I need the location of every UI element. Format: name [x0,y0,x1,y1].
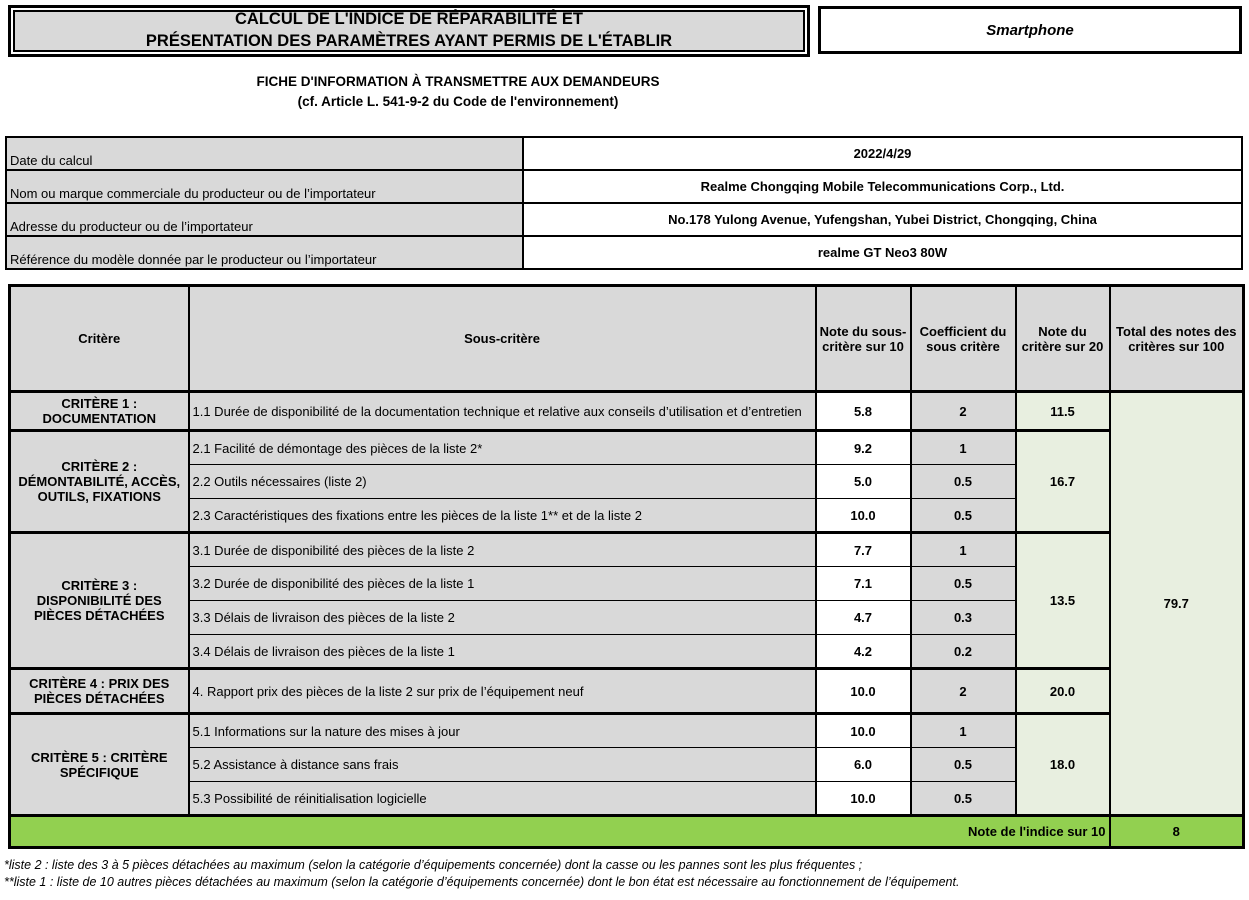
subcriterion-5-2-note: 6.0 [816,748,911,782]
subcriterion-1-1-note: 5.8 [816,392,911,431]
subcriterion-5-1-note: 10.0 [816,714,911,748]
criterion-2-name: CRITÈRE 2 : DÉMONTABILITÉ, ACCÈS, OUTILS, FIXATIONS [10,431,189,533]
info-value-model-reference: realme GT Neo3 80W [523,236,1242,269]
footnote-liste-1: **liste 1 : liste de 10 autres pièces détachées au maximum (selon la catégorie d’équipements concernée) dont le bon état est nécessaire au fonctionnement de l’équipement. [4,875,960,890]
index-score-label: Note de l'indice sur 10 [10,816,1110,848]
col-header-critere: Critère [10,286,189,392]
subcriterion-2-1-note: 9.2 [816,431,911,465]
criterion-5-name: CRITÈRE 5 : CRITÈRE SPÉCIFIQUE [10,714,189,816]
col-header-note-critere: Note du critère sur 20 [1016,286,1110,392]
total-notes-100: 79.7 [1110,392,1244,816]
info-value-producer-name: Realme Chongqing Mobile Telecommunications Corp., Ltd. [523,170,1242,203]
criteria-table-header-row [10,286,1244,392]
table-row [10,431,1244,465]
document-title-line2: PRÉSENTATION DES PARAMÈTRES AYANT PERMIS DE L'ÉTABLIR [145,32,673,50]
info-label-model-reference: Référence du modèle donnée par le producteur ou l’importateur [6,236,523,269]
table-row [10,533,1244,567]
subcriterion-3-2-note: 7.1 [816,567,911,601]
index-score-value: 8 [1110,816,1244,848]
document-title-line1: CALCUL DE L'INDICE DE RÉPARABILITÉ ET [235,10,583,29]
subcriterion-3-3-coefficient: 0.3 [911,601,1016,635]
subcriterion-5-1-coefficient: 1 [911,714,1016,748]
info-label-producer-address: Adresse du producteur ou de l’importateur [6,203,523,236]
subcriterion-4-label: 4. Rapport prix des pièces de la liste 2 sur prix de l’équipement neuf [189,669,816,714]
col-header-sous-critere: Sous-critère [189,286,816,392]
info-row-producer-address [6,203,1242,236]
document-subtitle [0,72,916,113]
subcriterion-3-1-label: 3.1 Durée de disponibilité des pièces de la liste 2 [189,533,816,567]
subcriterion-5-2-coefficient: 0.5 [911,748,1016,782]
subcriterion-3-3-note: 4.7 [816,601,911,635]
subcriterion-3-2-label: 3.2 Durée de disponibilité des pièces de la liste 1 [189,567,816,601]
subcriterion-3-4-coefficient: 0.2 [911,635,1016,669]
subtitle-line1: FICHE D'INFORMATION À TRANSMETTRE AUX DEMANDEURS [256,74,660,89]
criterion-4-note20: 20.0 [1016,669,1110,714]
index-score-row [10,816,1244,848]
subcriterion-2-3-coefficient: 0.5 [911,499,1016,533]
subcriterion-4-note: 10.0 [816,669,911,714]
subcriterion-2-2-note: 5.0 [816,465,911,499]
footnote-liste-2: *liste 2 : liste des 3 à 5 pièces détachées au maximum (selon la catégorie d’équipements concernée) dont la casse ou les pannes sont les plus fréquentes ; [4,858,863,872]
subcriterion-2-2-label: 2.2 Outils nécessaires (liste 2) [189,465,816,499]
subcriterion-2-3-note: 10.0 [816,499,911,533]
info-label-date: Date du calcul [6,137,523,170]
subcriterion-1-1-coefficient: 2 [911,392,1016,431]
subcriterion-5-2-label: 5.2 Assistance à distance sans frais [189,748,816,782]
info-row-producer-name [6,170,1242,203]
subcriterion-3-2-coefficient: 0.5 [911,567,1016,601]
subcriterion-5-1-label: 5.1 Informations sur la nature des mises à jour [189,714,816,748]
criterion-2-note20: 16.7 [1016,431,1110,533]
criterion-1-note20: 11.5 [1016,392,1110,431]
device-category-label: Smartphone [986,21,1074,39]
criterion-5-note20: 18.0 [1016,714,1110,816]
subcriterion-2-1-coefficient: 1 [911,431,1016,465]
producer-info-table [5,136,1243,270]
subtitle-line2: (cf. Article L. 541-9-2 du Code de l'environnement) [297,94,619,110]
subcriterion-5-3-label: 5.3 Possibilité de réinitialisation logicielle [189,782,816,816]
document-title-box [13,10,805,52]
criterion-3-name: CRITÈRE 3 : DISPONIBILITÉ DES PIÈCES DÉTACHÉES [10,533,189,669]
info-value-producer-address: No.178 Yulong Avenue, Yufengshan, Yubei District, Chongqing, China [523,203,1242,236]
subcriterion-2-1-label: 2.1 Facilité de démontage des pièces de la liste 2* [189,431,816,465]
col-header-total: Total des notes des critères sur 100 [1110,286,1244,392]
subcriterion-3-1-note: 7.7 [816,533,911,567]
device-category-box [818,6,1242,54]
info-row-date [6,137,1242,170]
subcriterion-3-4-label: 3.4 Délais de livraison des pièces de la liste 1 [189,635,816,669]
table-row [10,669,1244,714]
criterion-4-name: CRITÈRE 4 : PRIX DES PIÈCES DÉTACHÉES [10,669,189,714]
subcriterion-2-2-coefficient: 0.5 [911,465,1016,499]
subcriterion-2-3-label: 2.3 Caractéristiques des fixations entre les pièces de la liste 1** et de la liste 2 [189,499,816,533]
subcriterion-1-1-label: 1.1 Durée de disponibilité de la documentation technique et relative aux conseils d’utilisation et d’entretien [189,392,816,431]
subcriterion-3-3-label: 3.3 Délais de livraison des pièces de la liste 2 [189,601,816,635]
subcriterion-5-3-note: 10.0 [816,782,911,816]
table-row [10,714,1244,748]
subcriterion-3-1-coefficient: 1 [911,533,1016,567]
table-row [10,392,1244,431]
info-row-model-reference [6,236,1242,269]
footnotes [4,857,1246,892]
info-label-producer-name: Nom ou marque commerciale du producteur ou de l’importateur [6,170,523,203]
criteria-table [8,284,1245,849]
col-header-coefficient: Coefficient du sous critère [911,286,1016,392]
subcriterion-4-coefficient: 2 [911,669,1016,714]
col-header-note-sous-critere: Note du sous-critère sur 10 [816,286,911,392]
subcriterion-3-4-note: 4.2 [816,635,911,669]
criterion-1-name: CRITÈRE 1 : DOCUMENTATION [10,392,189,431]
info-value-date: 2022/4/29 [523,137,1242,170]
criterion-3-note20: 13.5 [1016,533,1110,669]
subcriterion-5-3-coefficient: 0.5 [911,782,1016,816]
